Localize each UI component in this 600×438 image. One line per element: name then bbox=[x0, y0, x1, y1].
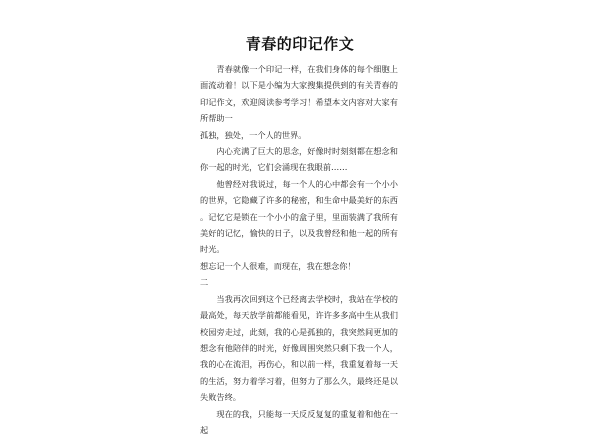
paragraph-school-return: 当我再次回到这个已经离去学校时，我站在学校的最高处，每天放学前都能看见，许许多多高中生从我们校园旁走过，此刻，我的心是孤独的，我突然间更加的想念有他陪伴的时光，好像周围突然只剩下我一个人，我的心在流泪，再伤心，和以前一样，我重复着每一天的生活，努力着学习着，但努力了那么久，最终还是以失败告终。 bbox=[200, 293, 398, 403]
paragraph-small-world: 他曾经对我说过，每一个人的心中都会有一个小小的世界，它隐藏了许多的秘密，和生命中最美好的东西。记忆它是锁在一个小小的盒子里，里面装满了我所有美好的记忆，愉快的日子，以及我曾经和他一起的所有时光。 bbox=[200, 178, 398, 255]
section-number-two: 二 bbox=[200, 277, 209, 288]
paragraph-longing: 内心充满了巨大的思念，好像时时刻刻都在想念和你一起的时光，它们会涌现在我眼前…… bbox=[200, 146, 398, 173]
paragraph-missing-you: 想忘记一个人很难，而现在，我在想念你！ bbox=[200, 260, 356, 271]
article-body bbox=[200, 61, 398, 438]
paragraph-intro: 青春就像一个印记一样，在我们身体的每个细胞上面流动着！以下是小编为大家搜集提供到的有关青春的印记作文，欢迎阅读参考学习！希望本文内容对大家有所帮助一 bbox=[200, 64, 398, 124]
paragraph-solitude: 孤独，独处，一个人的世界。 bbox=[200, 129, 307, 140]
page-title: 青春的印记作文 bbox=[245, 35, 355, 53]
paragraph-now: 现在的我，只能每一天反反复复的重复着和他在一起 bbox=[200, 408, 398, 435]
